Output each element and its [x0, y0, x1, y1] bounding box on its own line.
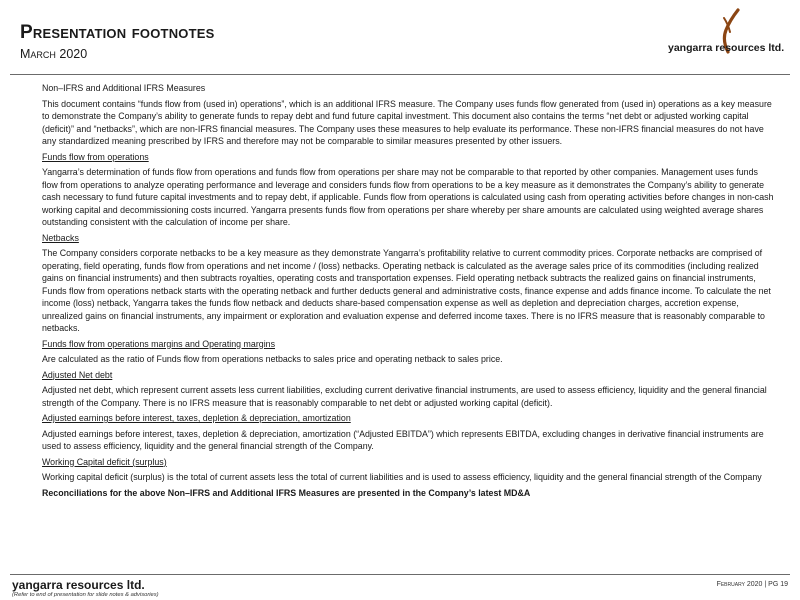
footnotes-content	[42, 82, 776, 502]
section-body-ebitda: Adjusted earnings before interest, taxes, depletion & depreciation, amortization (“Adjusted EBITDA”) which represents EBITDA, excluding changes in derivative financial instruments are used to assess efficiency, liquidity and the general financial strength of the Company.	[42, 428, 764, 451]
section-heading-ebitda: Adjusted earnings before interest, taxes, depletion & depreciation, amortization	[42, 413, 351, 423]
section-body-net-debt: Adjusted net debt, which represent current assets less current liabilities, excluding current derivative financial instruments, are used to assess efficiency, liquidity and the general financial strength of the Company. There is no IFRS measure that is reasonably comparable to net debt or adjusted working capital (deficit).	[42, 385, 767, 408]
section-body-non-ifrs: This document contains “funds flow from (used in) operations”, which is an additional IFRS measure. The Company uses funds flow generated from (used in) operations as a key measure to demonstrate the Company’s ability to generate funds to repay debt and fund future capital investment. This document also contains the terms “net debt or adjusted working capital (deficit)” and “netbacks”, which are non-IFRS financial measures. The Company uses these measures to help evaluate its performance. These non-IFRS financial measures do not have any standardized meaning prescribed by IFRS and therefore may not be comparable to similar measures presented by other issuers.	[42, 98, 772, 146]
page-title: Presentation footnotes	[20, 22, 215, 43]
reconciliation-note: Reconciliations for the above Non–IFRS and Additional IFRS Measures are presented in the Company’s latest MD&A	[42, 487, 531, 498]
section-heading-netbacks: Netbacks	[42, 232, 79, 243]
section-body-netbacks: The Company considers corporate netbacks to be a key measure as they demonstrate Yangarra’s profitability relative to current commodity prices. Corporate netbacks are comprised of operating, field operating, funds flow from operations and net income / (loss) netbacks. Operating netback is calculated as the average sales price of its commodities (including realized gains on financial instruments) and then subtracts royalties, operating costs and transportation expenses. Field operating netback subtracts the realized gains on financial instruments, Funds flow from operations netback starts with the operating netback and further deducts general and administrative costs, finance expense and adds finance income. To calculate the net income (loss) netback, Yangarra takes the funds flow netback and deducts share-based compensation expense as well as depletion and depreciation charges, accretion expense, unrealized gains on financial instruments, any impairment or exploration and evaluation expense and deferred income taxes. There is no IFRS measure that is reasonably comparable to netbacks.	[42, 248, 771, 333]
company-logo	[668, 8, 788, 58]
section-heading-margins: Funds flow from operations margins and Operating margins	[42, 338, 275, 349]
section-heading-funds-flow: Funds flow from operations	[42, 151, 149, 162]
section-body-margins: Are calculated as the ratio of Funds flow from operations netbacks to sales price and operating netback to sales price.	[42, 354, 503, 364]
section-heading-non-ifrs: Non–IFRS and Additional IFRS Measures	[42, 83, 206, 93]
page-subtitle-date: March 2020	[20, 47, 88, 61]
section-heading-net-debt: Adjusted Net debt	[42, 369, 113, 380]
section-body-funds-flow: Yangarra’s determination of funds flow from operations and funds flow from operations per share may not be comparable to that reported by other companies. Management uses funds flow from operations to analyze operating performance and leverage and considers funds flow from operations to be a key measure as it demonstrates the Company’s ability to generate cash necessary to fund future capital investments and to repay debt, if applicable. Funds flow from operations is calculated using cash from operating activities before changes in non-cash working capital and decommissioning costs incurred. Yangarra presents funds flow from operations per share whereby per share amounts are calculated using weighted average shares outstanding consistent with the calculation of income per share.	[42, 167, 774, 227]
logo-text: yangarra resources ltd.	[668, 42, 785, 54]
footer-divider	[10, 574, 790, 575]
footer-note: (Refer to end of presentation for slide notes & advisories)	[12, 592, 159, 598]
footer-page-number: February 2020 | PG 19	[716, 581, 788, 588]
section-heading-working-capital: Working Capital deficit (surplus)	[42, 456, 167, 467]
footer-brand: yangarra resources ltd.	[12, 578, 145, 592]
section-body-working-capital: Working capital deficit (surplus) is the total of current assets less the total of current liabilities and is used to assess efficiency, liquidity and the general financial strength of the Company	[42, 472, 762, 482]
header-divider	[10, 74, 790, 75]
